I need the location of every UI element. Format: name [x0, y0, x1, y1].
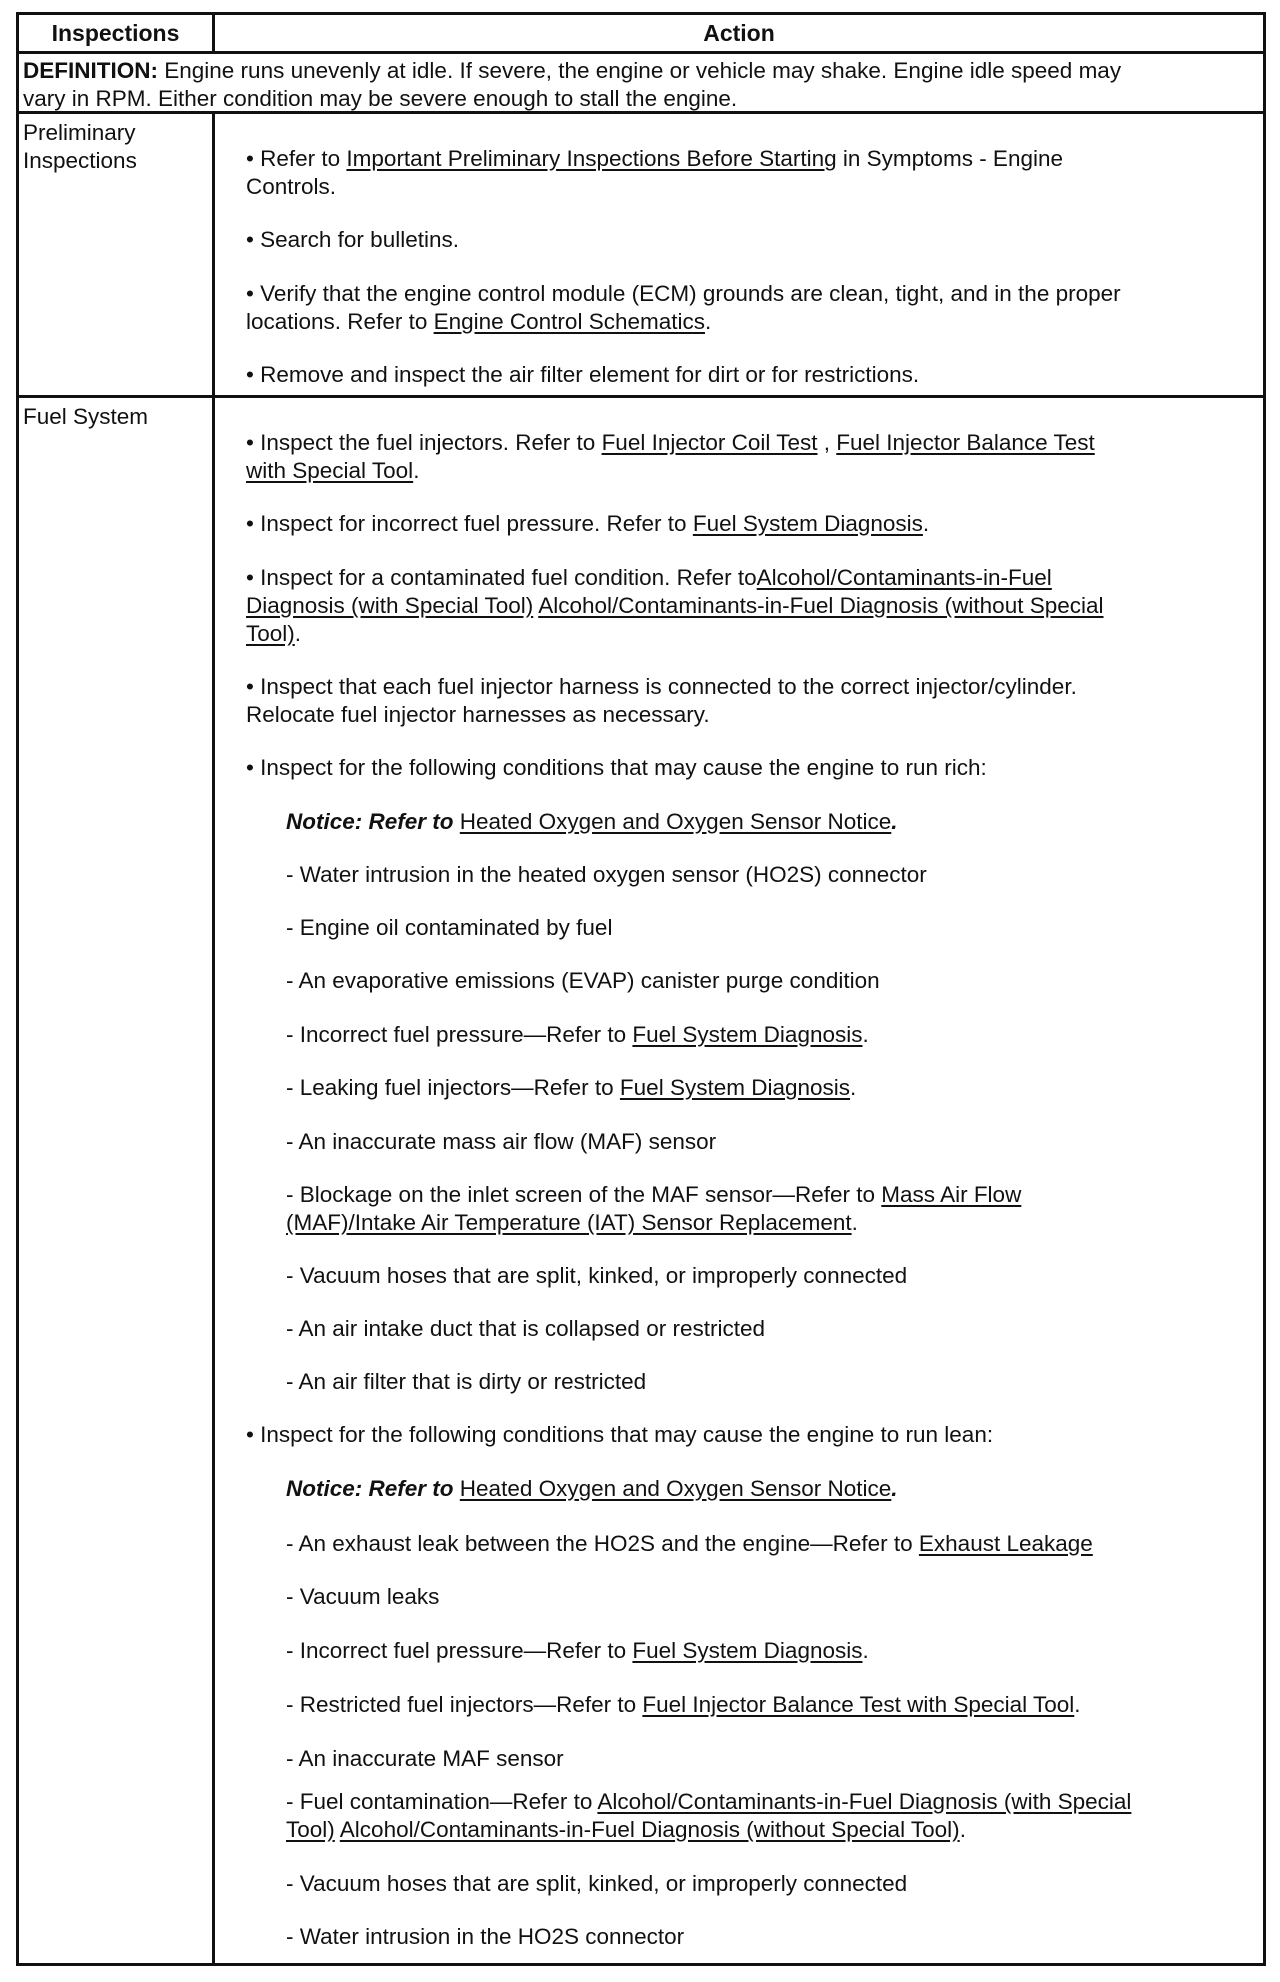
row-label-preliminary: Preliminary Inspections [23, 120, 137, 173]
link-alcohol-contaminants-with-tool-cont[interactable]: Diagnosis (with Special Tool) [246, 593, 534, 618]
rich-notice: Notice: Refer to Heated Oxygen and Oxygen Sensor Notice. [286, 809, 898, 834]
link-alcohol-contaminants-with-tool[interactable]: Alcohol/Contaminants-in-Fuel [756, 565, 1052, 590]
rich-item: - An inaccurate mass air flow (MAF) sensor [286, 1129, 717, 1154]
link-fuel-system-diagnosis[interactable]: Fuel System Diagnosis [619, 1075, 851, 1100]
lean-item: - Water intrusion in the HO2S connector [286, 1924, 685, 1949]
header-action: Action [703, 20, 775, 46]
lean-conditions-intro: • Inspect for the following conditions that may cause the engine to run lean: [246, 1422, 994, 1447]
header-inspections: Inspections [51, 20, 180, 46]
prelim-bullet-2: • Search for bulletins. [246, 227, 459, 252]
lean-item: - Vacuum hoses that are split, kinked, or improperly connected [286, 1871, 908, 1896]
rich-item: - Vacuum hoses that are split, kinked, or improperly connected [286, 1263, 908, 1288]
rich-item: - Engine oil contaminated by fuel [286, 915, 613, 940]
rich-item: - An air filter that is dirty or restricted [286, 1369, 647, 1394]
fuel-bullet-pressure: • Inspect for incorrect fuel pressure. Refer to Fuel System Diagnosis. [246, 511, 930, 536]
link-alcohol-contaminants-without-tool-cont[interactable]: Tool) [246, 621, 295, 646]
prelim-bullet-3: • Verify that the engine control module (ECM) grounds are clean, tight, and in the proper [246, 281, 1121, 306]
rich-item: - An evaporative emissions (EVAP) canister purge condition [286, 968, 880, 993]
link-fuel-injector-coil-test[interactable]: Fuel Injector Coil Test [601, 430, 818, 455]
link-heated-oxygen-notice[interactable]: Heated Oxygen and Oxygen Sensor Notice [459, 1476, 892, 1501]
fuel-bullet-injectors: • Inspect the fuel injectors. Refer to Fuel Injector Coil Test , Fuel Injector Balance Test [246, 430, 1095, 455]
rich-item: - An air intake duct that is collapsed or restricted [286, 1316, 765, 1341]
link-alcohol-contaminants-with-tool[interactable]: Alcohol/Contaminants-in-Fuel Diagnosis (with Special [597, 1789, 1132, 1814]
definition-label: DEFINITION: [23, 58, 158, 83]
lean-item: - An exhaust leak between the HO2S and the engine—Refer to Exhaust Leakage [286, 1531, 1093, 1556]
link-alcohol-contaminants-without-tool[interactable]: Alcohol/Contaminants-in-Fuel Diagnosis (without Special Tool) [339, 1817, 960, 1842]
rich-item: - Incorrect fuel pressure—Refer to Fuel System Diagnosis. [286, 1022, 869, 1047]
lean-item: - Fuel contamination—Refer to Alcohol/Contaminants-in-Fuel Diagnosis (with Special [286, 1789, 1132, 1814]
link-with-special-tool[interactable]: with Special Tool [246, 458, 414, 483]
link-heated-oxygen-notice[interactable]: Heated Oxygen and Oxygen Sensor Notice [459, 809, 892, 834]
prelim-bullet-1: • Refer to Important Preliminary Inspections Before Starting in Symptoms - Engine [246, 146, 1063, 171]
link-fuel-system-diagnosis[interactable]: Fuel System Diagnosis [632, 1022, 863, 1047]
rich-item: - Leaking fuel injectors—Refer to Fuel System Diagnosis. [286, 1075, 857, 1100]
rich-item: - Blockage on the inlet screen of the MAF sensor—Refer to Mass Air Flow [286, 1182, 1022, 1207]
rich-item: - Water intrusion in the heated oxygen sensor (HO2S) connector [286, 862, 927, 887]
lean-item: - Incorrect fuel pressure—Refer to Fuel System Diagnosis. [286, 1638, 869, 1663]
lean-item: - Vacuum leaks [286, 1584, 440, 1609]
link-alcohol-contaminants-without-tool[interactable]: Alcohol/Contaminants-in-Fuel Diagnosis (without Special [538, 593, 1104, 618]
link-exhaust-leakage[interactable]: Exhaust Leakage [918, 1531, 1093, 1556]
row-divider [19, 395, 1263, 398]
link-maf-sensor-replacement-cont[interactable]: (MAF)/Intake Air Temperature (IAT) Sensor Replacement [286, 1210, 852, 1235]
link-fuel-system-diagnosis[interactable]: Fuel System Diagnosis [632, 1638, 863, 1663]
link-fuel-system-diagnosis[interactable]: Fuel System Diagnosis [692, 511, 923, 536]
prelim-bullet-4: • Remove and inspect the air filter element for dirt or for restrictions. [246, 362, 920, 387]
link-maf-sensor-replacement[interactable]: Mass Air Flow [881, 1182, 1022, 1207]
fuel-bullet-contaminated: • Inspect for a contaminated fuel condition. Refer toAlcohol/Contaminants-in-Fuel [246, 565, 1052, 590]
header-divider [19, 51, 1263, 54]
link-fuel-injector-balance-test[interactable]: Fuel Injector Balance Test [836, 430, 1095, 455]
link-fuel-injector-balance-test[interactable]: Fuel Injector Balance Test with Special Tool [642, 1692, 1075, 1717]
inspection-table: Inspections Action DEFINITION: Engine runs unevenly at idle. If severe, the engine or vehicle may shake. Engine idle speed may vary in RPM. Either condition may be severe enough to stall the engine. Preliminary Inspections • Refer to Important Preliminary Inspections Before Starting in Symptoms - Engine Controls. • Search for bulletins. • Verify that the engine control module (ECM) grounds are clean, tight, and in the proper locations. Refer to Engine Control Schematics. • Remove and inspect the air filter element for dirt or for restrictions. Fuel System • Inspect the fuel injectors. Refer to Fuel Injector Coil Test , Fuel Injector Balance Test with Special Tool. • Inspect for incorrect fuel pressure. Refer to Fuel System Diagnosis. • Inspect for a contaminated fuel condition. Refer toAlcohol/Contaminants-in-Fuel Diagnosis (with Special Tool) Alcohol/Contaminants-in-Fuel Diagnosis (without Special Tool). • Inspect that each fuel injector harness is connected to the correct injector/cylinder. Relocate fuel injector harnesses as necessary. • Inspect for the following conditions that may cause the engine to run rich: Notice: Refer to Heated Oxygen and Oxygen Sensor Notice. - Water intrusion in the heated oxygen sensor (HO2S) connector - Engine oil contaminated by fuel - An evaporative emissions (EVAP) canister purge condition - Incorrect fuel pressure—Refer to Fuel System Diagnosis. - Leaking fuel injectors—Refer to Fuel System Diagnosis. - An inaccurate mass air flow (MAF) sensor - Blockage on the inlet screen of the MAF sensor—Refer to Mass Air Flow (MAF)/Intake Air Temperature (IAT) Sensor Replacement. - Vacuum hoses that are split, kinked, or improperly connected - An air intake duct that is collapsed or restricted - An air filter that is dirty or restricted • Inspect for the following conditions that may cause the engine to run lean: Notice: Refer to Heated Oxygen and Oxygen Sensor Notice. - An exhaust leak between the HO2S and the engine—Refer to Exhaust Leakage - Vacuum leaks - Incorrect fuel pressure—Refer to Fuel System Diagnosis. - Restricted fuel injectors—Refer to Fuel Injector Balance Test with Special Tool. - An inaccurate MAF sensor - Fuel contamination—Refer to Alcohol/Contaminants-in-Fuel Diagnosis (with Special Tool) Alcohol/Contaminants-in-Fuel Diagnosis (without Special Tool). - Vacuum hoses that are split, kinked, or improperly connected - Water intrusion in the HO2S connector [16, 12, 1266, 1966]
lean-item: - Restricted fuel injectors—Refer to Fuel Injector Balance Test with Special Tool. [286, 1692, 1081, 1717]
link-alcohol-contaminants-with-tool-cont[interactable]: Tool) [286, 1817, 335, 1842]
lean-item: - An inaccurate MAF sensor [286, 1746, 564, 1771]
lean-notice: Notice: Refer to Heated Oxygen and Oxygen Sensor Notice. [286, 1476, 898, 1501]
rich-conditions-intro: • Inspect for the following conditions that may cause the engine to run rich: [246, 755, 987, 780]
definition-text: DEFINITION: Engine runs unevenly at idle. If severe, the engine or vehicle may shake. Engine idle speed may vary in RPM. Either condition may be severe enough to stall the engine. [23, 58, 1122, 111]
row-label-fuel-system: Fuel System [23, 404, 149, 429]
fuel-bullet-harness: • Inspect that each fuel injector harness is connected to the correct injector/cylinder. [246, 674, 1077, 699]
link-important-preliminary-inspections[interactable]: Important Preliminary Inspections Before Starting [346, 146, 837, 171]
link-engine-control-schematics[interactable]: Engine Control Schematics [433, 309, 705, 334]
column-divider [212, 111, 215, 1963]
